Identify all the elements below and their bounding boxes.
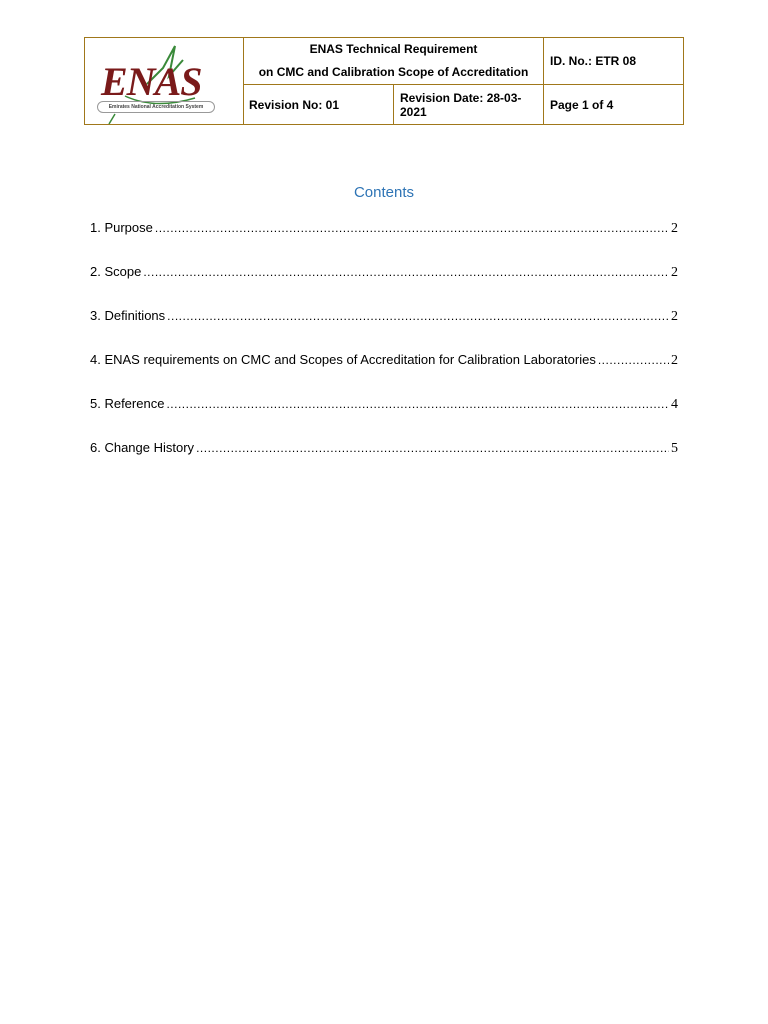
- toc-item-page: 2: [671, 309, 678, 324]
- title-line-2: on CMC and Calibration Scope of Accreditation: [258, 65, 529, 79]
- title-line-1: ENAS Technical Requirement: [309, 42, 478, 56]
- logo-cell: [85, 38, 244, 125]
- logo-tagline: Emirates National Accreditation System: [97, 101, 215, 113]
- toc-item[interactable]: [90, 220, 678, 264]
- toc-leader-dots: [143, 265, 669, 279]
- toc-item[interactable]: [90, 352, 678, 396]
- toc-item-label: 3. Definitions: [90, 308, 166, 323]
- toc-item-label: 6. Change History: [90, 440, 195, 455]
- toc-item-page: 2: [671, 221, 678, 236]
- toc-item[interactable]: [90, 308, 678, 352]
- toc-item-page: 2: [671, 353, 678, 368]
- contents-heading: Contents: [353, 184, 415, 201]
- toc-item[interactable]: [90, 264, 678, 308]
- document-header: [84, 37, 684, 125]
- page-number: Page 1 of 4: [544, 85, 684, 125]
- revision-date: Revision Date: 28-03-2021: [394, 85, 544, 125]
- document-title: [244, 38, 544, 85]
- logo-text: ENAS: [101, 59, 202, 104]
- id-number: ID. No.: ETR 08: [544, 38, 684, 85]
- toc-item-label: 5. Reference: [90, 396, 165, 411]
- toc-leader-dots: [155, 221, 669, 235]
- toc-leader-dots: [598, 353, 669, 367]
- toc-item-label: 1. Purpose: [90, 220, 153, 235]
- toc-item-label: 4. ENAS requirements on CMC and Scopes of Accreditation for Calibration Laboratories: [90, 352, 596, 367]
- toc-leader-dots: [196, 441, 669, 455]
- toc-leader-dots: [167, 309, 669, 323]
- revision-number: Revision No: 01: [244, 85, 394, 125]
- toc-item-page: 4: [671, 397, 678, 412]
- enas-logo: [85, 38, 243, 124]
- toc-item-page: 5: [671, 441, 678, 456]
- toc-item[interactable]: [90, 440, 678, 484]
- toc-item[interactable]: [90, 396, 678, 440]
- toc-leader-dots: [166, 397, 669, 411]
- toc-item-label: 2. Scope: [90, 264, 142, 279]
- toc-item-page: 2: [671, 265, 678, 280]
- table-of-contents: [90, 220, 678, 484]
